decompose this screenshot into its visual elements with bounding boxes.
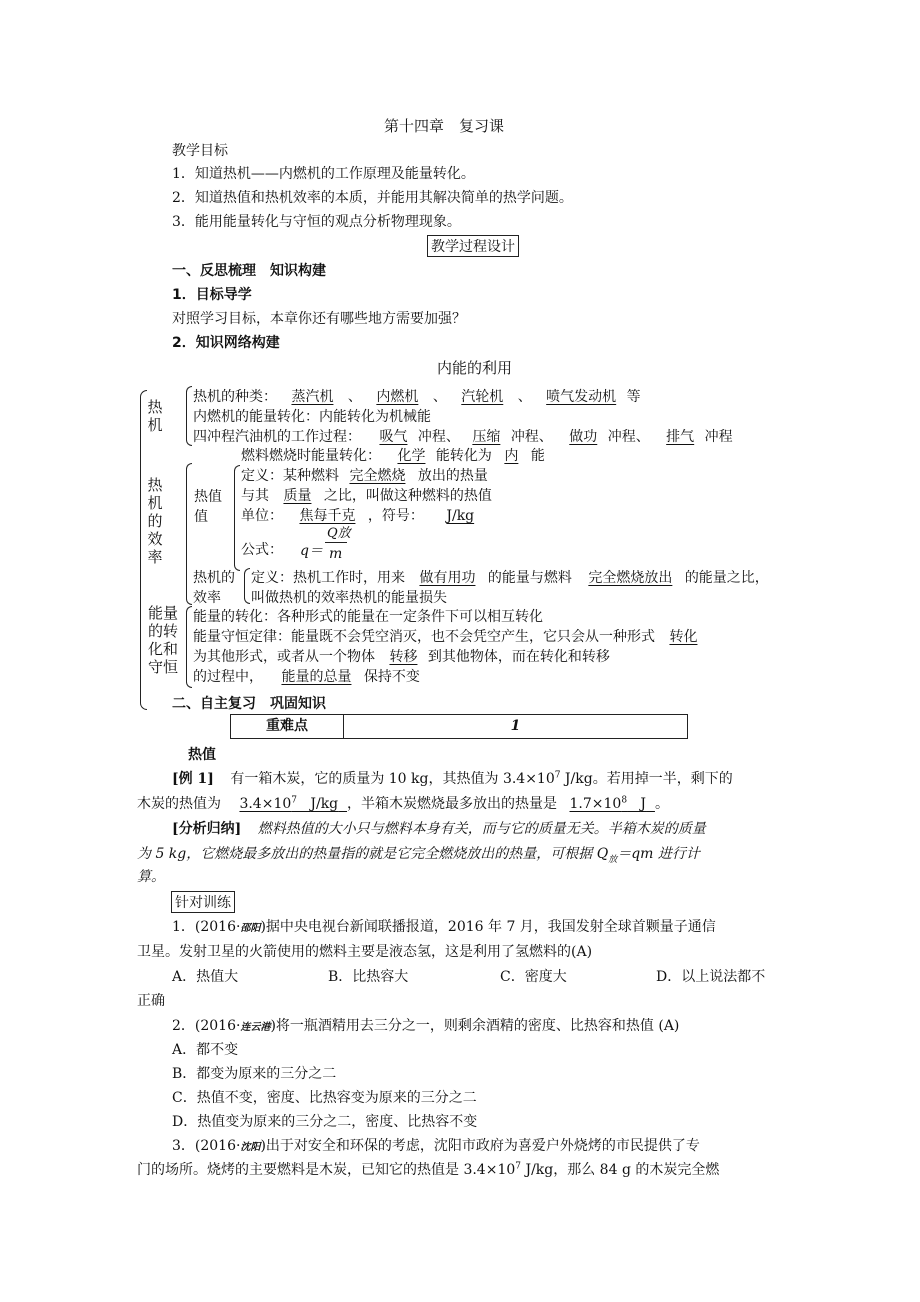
q3-line1: 3．(2016·沈阳)出于对安全和环保的考虑，沈阳市政府为喜爱户外烧烤的市民提供了专: [172, 1138, 700, 1154]
example-line1: [例 1] 有一箱木炭，它的质量为 10 kg，其热值为 $3.4\times 10^7$ J/kg。若用掉一半，剩下的: [172, 770, 733, 787]
label-rezhi: 热值: [194, 489, 222, 505]
map-row-efficiency-def: 定义：热机工作时，用来 做有用功 的能量与燃料 完全燃烧放出 的能量之比，: [251, 570, 769, 586]
q2-line1: 2．(2016·连云港)将一瓶酒精用去三分之一，则剩余酒精的密度、比热容和热值 (A): [172, 1018, 680, 1034]
page-title: 第十四章 复习课: [384, 117, 505, 135]
goal-item: 3．能用能量转化与守恒的观点分析物理现象。: [172, 214, 461, 230]
analysis-line2: 为 5 kg，它燃烧最多放出的热量指的就是它完全燃烧放出的热量，可根据 $Q_放=qm$ 进行计: [137, 846, 700, 865]
q1-line1: 1．(2016·邵阳)据中央电视台新闻联播报道，2016 年 7 月，我国发射全球首颗量子通信: [172, 919, 716, 935]
q1-option-d-cont: 正确: [137, 993, 165, 1009]
q3-line2: 门的场所。烧烤的主要燃料是木炭，已知它的热值是 $3.4\times 10^7$ J/kg，那么 84 g 的木炭完全燃: [137, 1161, 720, 1178]
map-row-types: 热机的种类： 蒸汽机 、 内燃机 、 汽轮机 、 喷气发动机 等: [193, 389, 641, 405]
map-row-efficiency-def2: 叫做热机的效率热机的能量损失: [251, 590, 447, 606]
example-line2: 木炭的热值为 $3.4\times 10^7$ J/kg ，半箱木炭燃烧最多放出的热量是 $1.7\times 10^8$ J 。: [137, 795, 669, 812]
q2-option-d: D．热值变为原来的三分之二，密度、比热容不变: [172, 1114, 478, 1130]
analysis-line1: [分析归纳] 燃料热值的大小只与燃料本身有关，而与它的质量无关。半箱木炭的质量: [172, 821, 706, 837]
topic-heading: 热值: [188, 747, 216, 763]
map-row-conservation: 能量守恒定律：能量既不会凭空消灭，也不会凭空产生，它只会从一种形式 转化: [193, 629, 698, 645]
formula-numerator: Q放: [327, 526, 351, 541]
label-reji-de: 热机的: [193, 570, 235, 586]
brace-xiaolv: [186, 463, 192, 605]
map-row-formula-label: 公式：: [241, 542, 283, 558]
formula-denominator: m: [329, 546, 343, 562]
map-row-conservation3: 的过程中， 能量的总量 保持不变: [193, 669, 420, 685]
process-label: 教学过程设计: [427, 235, 519, 257]
label-reji-xiaolv: 热机的效率: [147, 476, 163, 566]
section2-heading: 二、自主复习 巩固知识: [172, 696, 326, 712]
q2-option-b: B．都变为原来的三分之二: [172, 1066, 337, 1082]
label-reji: 热机: [147, 398, 163, 434]
q1-option-c: C．密度大: [500, 969, 567, 985]
brace-reji-xiaolv: [244, 568, 250, 604]
map-row-rezhi-def: 定义：某种燃料 完全燃烧 放出的热量: [241, 468, 488, 484]
q1-line2: 卫星。发射卫星的火箭使用的燃料主要是液态氢，这是利用了氢燃料的(A): [137, 944, 593, 960]
key-points-table: [230, 714, 688, 739]
analysis-line3: 算。: [137, 869, 165, 885]
goal-item: 1．知道热机——内燃机的工作原理及能量转化。: [172, 166, 475, 182]
section1-sub2: 2．知识网络构建: [172, 335, 280, 351]
label-nengliang: 能量的转化和守恒: [147, 604, 178, 676]
map-title: 内能的利用: [437, 359, 513, 377]
map-row-rezhi-def2: 与其 质量 之比，叫做这种燃料的热值: [241, 488, 492, 504]
map-row-fuel: 燃料燃烧时能量转化： 化学 能转化为 内 能: [241, 448, 545, 464]
q1-option-d: D．以上说法都不: [656, 969, 766, 985]
training-label: 针对训练: [171, 891, 235, 913]
map-row-strokes: 四冲程汽油机的工作过程： 吸气 冲程、 压缩 冲程、 做功 冲程、 排气 冲程: [193, 429, 733, 445]
section1-heading: 一、反思梳理 知识构建: [172, 263, 326, 279]
formula-fraction-bar: [325, 542, 347, 543]
map-row-conservation2: 为其他形式，或者从一个物体 转移 到其他物体，而在转化和转移: [193, 649, 610, 665]
label-xiaolv: 效率: [193, 590, 221, 606]
q2-option-c: C．热值不变，密度、比热容变为原来的三分之二: [172, 1090, 477, 1106]
brace-reji: [186, 386, 192, 446]
map-row-conversion: 能量的转化：各种形式的能量在一定条件下可以相互转化: [193, 609, 543, 625]
section1-sub1-text: 对照学习目标，本章你还有哪些地方需要加强？: [172, 311, 466, 327]
map-row-energy-conversion: 内燃机的能量转化：内能转化为机械能: [193, 409, 431, 425]
q1-option-a: A．热值大: [172, 969, 239, 985]
q2-option-a: A．都不变: [172, 1042, 239, 1058]
brace-nengliang: [186, 606, 192, 688]
brace-rezhi: [234, 465, 240, 571]
formula-q: q＝: [300, 543, 323, 559]
q1-option-b: B．比热容大: [328, 969, 409, 985]
goal-item: 2．知道热值和热机效率的本质，并能用其解决简单的热学问题。: [172, 190, 573, 206]
table-value: 1: [510, 718, 521, 734]
map-row-unit: 单位： 焦每千克 ，符号： J/kg: [241, 508, 475, 524]
label-rezhi-2: 值: [194, 509, 208, 525]
goals-heading: 教学目标: [172, 143, 228, 159]
table-label: 重难点: [231, 715, 344, 738]
section1-sub1: 1．目标导学: [172, 287, 252, 303]
